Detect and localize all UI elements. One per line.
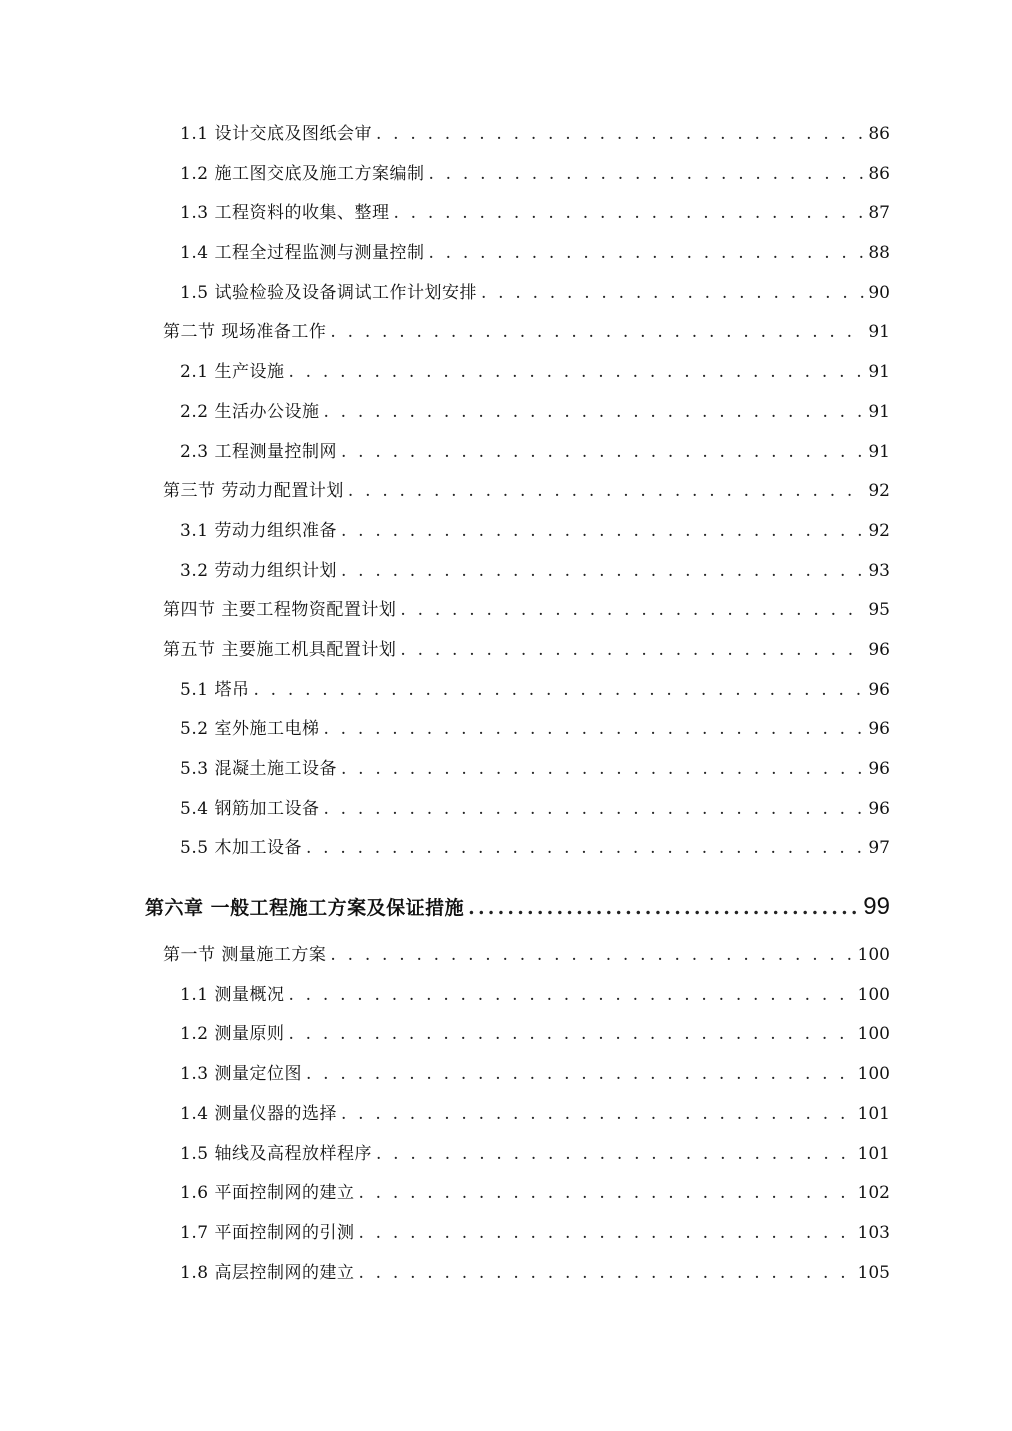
toc-page-number: 101 [857,1143,890,1164]
dot-leader [468,879,859,938]
toc-entry-label: 1.3 测量定位图 [180,1064,302,1085]
toc-subsection-entry[interactable] [0,194,1012,234]
toc-page-number: 91 [868,362,890,383]
toc-page-number: 101 [857,1103,890,1124]
toc-page-number: 100 [857,984,890,1005]
dot-leader [358,1174,853,1214]
toc-entry-label: 3.2 劳动力组织计划 [180,560,337,581]
toc-subsection-entry[interactable] [0,671,1012,711]
toc-subsection-entry[interactable] [0,552,1012,592]
toc-chapter-entry[interactable] [0,877,1012,936]
dot-leader [341,552,864,592]
toc-subsection-entry[interactable] [0,1214,1012,1254]
dot-leader [400,591,864,631]
toc-entry-label: 5.4 钢筋加工设备 [180,798,320,819]
toc-section-entry[interactable] [0,313,1012,353]
toc-subsection-entry[interactable] [0,353,1012,393]
dot-leader [341,750,864,790]
toc-page-number: 102 [857,1183,890,1204]
toc-page-number: 103 [857,1222,890,1243]
dot-leader [323,710,864,750]
toc-subsection-entry[interactable] [0,790,1012,830]
toc-page-number: 96 [868,639,890,660]
toc-page-number: 88 [868,243,890,264]
dot-leader [428,155,864,195]
toc-page-number: 93 [868,560,890,581]
toc-subsection-entry[interactable] [0,1015,1012,1055]
toc-page-number: 86 [868,124,890,144]
toc-entry-label: 1.4 测量仪器的选择 [180,1103,337,1124]
toc-entry-label: 第二节 现场准备工作 [163,322,327,343]
dot-leader [376,115,864,155]
dot-leader [376,1135,854,1175]
toc-page-number: 100 [857,945,890,966]
toc-entry-label: 2.2 生活办公设施 [180,401,320,422]
toc-entry-label: 1.8 高层控制网的建立 [180,1262,355,1283]
dot-leader [341,433,864,473]
toc-page-number: 100 [857,1064,890,1085]
toc-page-number: 90 [868,282,890,303]
toc-entry-label: 1.2 施工图交底及施工方案编制 [180,163,425,184]
toc-page-number: 92 [868,520,890,541]
toc-subsection-entry[interactable] [0,1254,1012,1294]
toc-subsection-entry[interactable] [0,976,1012,1016]
toc-subsection-entry[interactable] [0,1135,1012,1175]
dot-leader [323,393,864,433]
toc-entry-label: 1.2 测量原则 [180,1024,285,1045]
dot-leader [330,313,864,353]
dot-leader [348,472,864,512]
toc-page-number: 91 [868,401,890,422]
toc-page-number: 100 [857,1024,890,1045]
toc-entry-label: 1.5 试验检验及设备调试工作计划安排 [180,282,477,303]
toc-entry-label: 1.4 工程全过程监测与测量控制 [180,243,425,264]
toc-entry-label: 1.1 测量概况 [180,984,285,1005]
toc-section-entry[interactable] [0,591,1012,631]
toc-subsection-entry[interactable] [0,1095,1012,1135]
toc-subsection-entry[interactable] [0,234,1012,274]
toc-page-number: 97 [868,838,890,859]
toc-subsection-entry[interactable] [0,433,1012,473]
dot-leader [341,1095,854,1135]
toc-subsection-entry[interactable] [0,1055,1012,1095]
toc-entry-label: 1.3 工程资料的收集、整理 [180,203,390,224]
toc-entry-label: 第三节 劳动力配置计划 [163,481,344,502]
dot-leader [288,976,853,1016]
toc-page-number: 87 [868,203,890,224]
toc-page-number: 96 [868,719,890,740]
dot-leader [358,1254,853,1294]
toc-entry-label: 1.6 平面控制网的建立 [180,1183,355,1204]
toc-entry-label: 2.1 生产设施 [180,362,285,383]
toc-page-number: 96 [868,679,890,700]
dot-leader [400,631,864,671]
dot-leader [288,1015,853,1055]
toc-page-number: 91 [868,441,890,462]
toc-page-number: 91 [868,322,890,343]
table-of-contents [0,115,1012,1293]
toc-page-number: 95 [868,600,890,621]
toc-subsection-entry[interactable] [0,1174,1012,1214]
toc-subsection-entry[interactable] [0,274,1012,314]
toc-entry-label: 第六章 一般工程施工方案及保证措施 [145,897,465,920]
dot-leader [323,790,864,830]
dot-leader [306,829,864,869]
toc-section-entry[interactable] [0,936,1012,976]
toc-subsection-entry[interactable] [0,829,1012,869]
toc-entry-label: 5.3 混凝土施工设备 [180,759,337,779]
toc-page-number: 96 [868,798,890,819]
toc-subsection-entry[interactable] [0,512,1012,552]
toc-entry-label: 1.5 轴线及高程放样程序 [180,1143,372,1164]
toc-page-number: 96 [868,759,890,779]
dot-leader [306,1055,854,1095]
toc-subsection-entry[interactable] [0,710,1012,750]
toc-entry-label: 3.1 劳动力组织准备 [180,520,337,541]
dot-leader [330,936,853,976]
toc-section-entry[interactable] [0,472,1012,512]
toc-entry-label: 1.1 设计交底及图纸会审 [180,124,372,144]
dot-leader [358,1214,853,1254]
toc-entry-label: 2.3 工程测量控制网 [180,441,337,462]
toc-entry-label: 第一节 测量施工方案 [163,945,327,966]
dot-leader [481,274,864,314]
toc-entry-label: 5.1 塔吊 [180,679,250,700]
toc-entry-label: 1.7 平面控制网的引测 [180,1222,355,1243]
toc-page-number: 105 [857,1262,890,1283]
toc-subsection-entry[interactable] [0,750,1012,790]
toc-page-number: 92 [868,481,890,502]
toc-entry-label: 5.5 木加工设备 [180,838,302,859]
toc-entry-label: 第四节 主要工程物资配置计划 [163,600,397,621]
toc-subsection-entry[interactable] [0,393,1012,433]
dot-leader [253,671,864,711]
toc-entry-label: 第五节 主要施工机具配置计划 [163,639,397,660]
toc-subsection-entry[interactable] [0,155,1012,195]
dot-leader [428,234,864,274]
toc-subsection-entry[interactable] [0,115,1012,155]
dot-leader [288,353,864,393]
toc-page-number: 86 [868,163,890,184]
toc-entry-label: 5.2 室外施工电梯 [180,719,320,740]
toc-section-entry[interactable] [0,631,1012,671]
dot-leader [341,512,864,552]
toc-page-number: 99 [863,893,890,921]
dot-leader [393,194,864,234]
